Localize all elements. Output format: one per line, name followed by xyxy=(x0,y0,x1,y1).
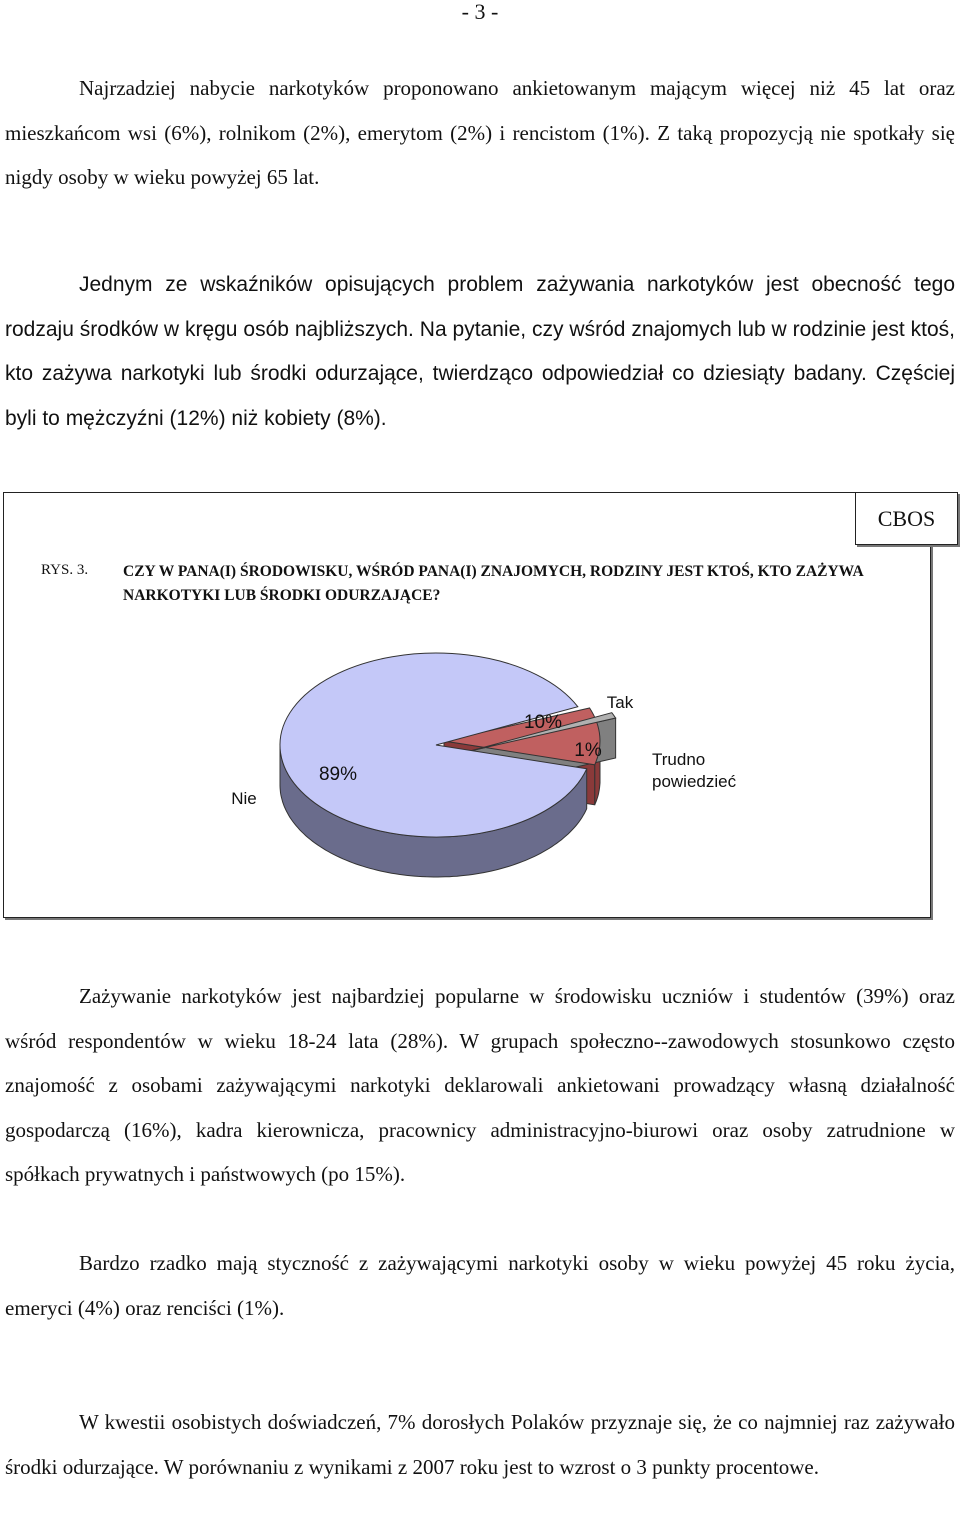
pie-category-label-2: Nie xyxy=(231,789,257,808)
pie-category-label-0: Tak xyxy=(606,693,634,712)
pie-value-label-2: 89% xyxy=(318,764,358,785)
paragraph-3: Zażywanie narkotyków jest najbardziej popularne w środowisku uczniów i studentów (39%) oraz wśród respondentów w wieku 18-24 lata (28%). W grupach społeczno--zawodowych stosunkowo często znajomość z osobami zażywającymi narkotyki deklarowali ankietowani prowadzący własną działalność gospodarczą (16%), kadra kierownicza, pracownicy administracyjno-biurowi oraz osoby zatrudnione w spółkach prywatnych i państwowych (po 15%). xyxy=(5,984,955,1186)
figure-title: CZY W PANA(I) ŚRODOWISKU, WŚRÓD PANA(I) ZNAJOMYCH, RODZINY JEST KTOŚ, KTO ZAŻYWA NARKOTYKI LUB ŚRODKI ODURZAJĄCE? xyxy=(123,563,863,604)
source-badge: CBOS xyxy=(855,492,958,545)
pie-chart xyxy=(0,600,960,900)
figure-label: RYS. 3. xyxy=(41,562,89,578)
paragraph-4: Bardzo rzadko mają styczność z zażywającymi narkotyki osoby w wieku powyżej 45 roku życia, emeryci (4%) oraz renciści (1%). xyxy=(5,1251,955,1320)
paragraph-5: W kwestii osobistych doświadczeń, 7% dorosłych Polaków przyznaje się, że co najmniej raz zażywało środki odurzające. W porównaniu z wynikami z 2007 roku jest to wzrost o 3 punkty procentowe. xyxy=(5,1410,955,1479)
page-number: - 3 - xyxy=(461,0,499,24)
pie-value-label-1: 1% xyxy=(574,740,602,761)
paragraph-2: Jednym ze wskaźników opisujących problem zażywania narkotyków jest obecność tego rodzaju środków w kręgu osób najbliższych. Na pytanie, czy wśród znajomych lub w rodzinie jest ktoś, kto zażywa narkotyki lub środki odurzające, twierdząco odpowiedział co dziesiąty badany. Częściej byli to mężczyźni (12%) niż kobiety (8%). xyxy=(5,273,955,430)
paragraph-1: Najrzadziej nabycie narkotyków proponowano ankietowanym mającym więcej niż 45 lat oraz mieszkańcom wsi (6%), rolnikom (2%), emerytom (2%) i rencistom (1%). Z taką propozycją nie spotkały się nigdy osoby w wieku powyżej 65 lat. xyxy=(5,76,955,189)
pie-category-label-1: Trudno powiedzieć xyxy=(652,750,737,791)
pie-value-label-0: 10% xyxy=(523,712,563,733)
